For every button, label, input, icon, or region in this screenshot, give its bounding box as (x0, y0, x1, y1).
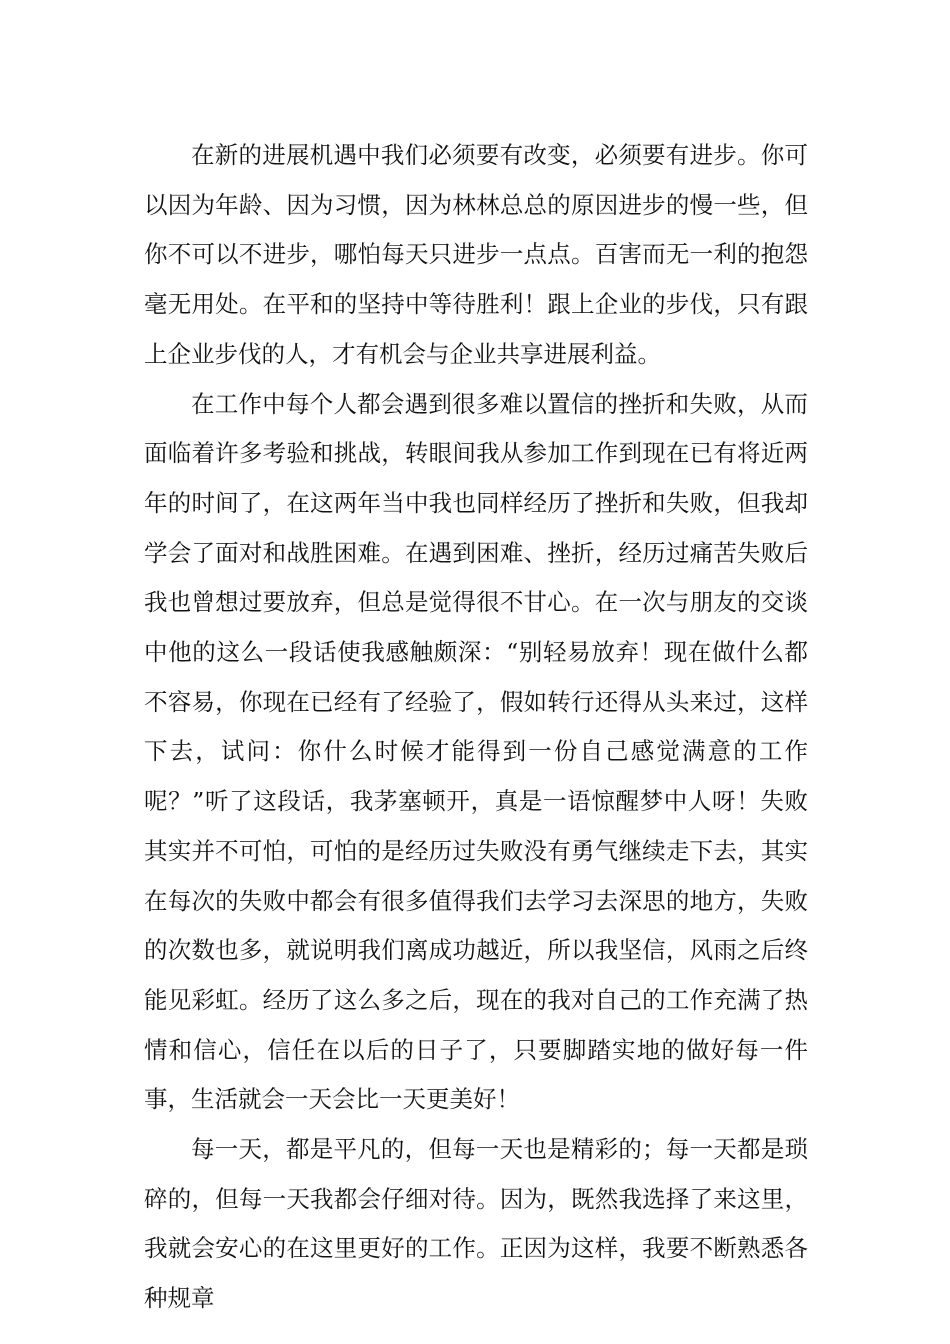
paragraph-1: 在新的进展机遇中我们必须要有改变，必须要有进步。你可以因为年龄、因为习惯，因为林林总总的原因进步的慢一些，但你不可以不进步，哪怕每天只进步一点点。百害而无一利的抱怨毫无用处。在平和的坚持中等待胜利！跟上企业的步伐，只有跟上企业步伐的人，才有机会与企业共享进展利益。 (144, 141, 808, 368)
document-body (144, 131, 808, 1324)
paragraph-3: 每一天，都是平凡的，但每一天也是精彩的；每一天都是琐碎的，但每一天我都会仔细对待。因为，既然我选择了来这里，我就会安心的在这里更好的工作。正因为这样，我要不断熟悉各种规章 (144, 1135, 808, 1313)
paragraph-2: 在工作中每个人都会遇到很多难以置信的挫折和失败，从而面临着许多考验和挑战，转眼间我从参加工作到现在已有将近两年的时间了，在这两年当中我也同样经历了挫折和失败，但我却学会了面对和战胜困难。在遇到困难、挫折，经历过痛苦失败后我也曾想过要放弃，但总是觉得很不甘心。在一次与朋友的交谈中他的这么一段话使我感触颇深：“别轻易放弃！现在做什么都不容易，你现在已经有了经验了，假如转行还得从头来过，这样下去，试问：你什么时候才能得到一份自己感觉满意的工作呢？”听了这段话，我茅塞顿开，真是一语惊醒梦中人呀！失败其实并不可怕，可怕的是经历过失败没有勇气继续走下去，其实在每次的失败中都会有很多值得我们去学习去深思的地方，失败的次数也多，就说明我们离成功越近，所以我坚信，风雨之后终能见彩虹。经历了这么多之后，现在的我对自己的工作充满了热情和信心，信任在以后的日子了，只要脚踏实地的做好每一件事，生活就会一天会比一天更美好！ (144, 389, 808, 1114)
